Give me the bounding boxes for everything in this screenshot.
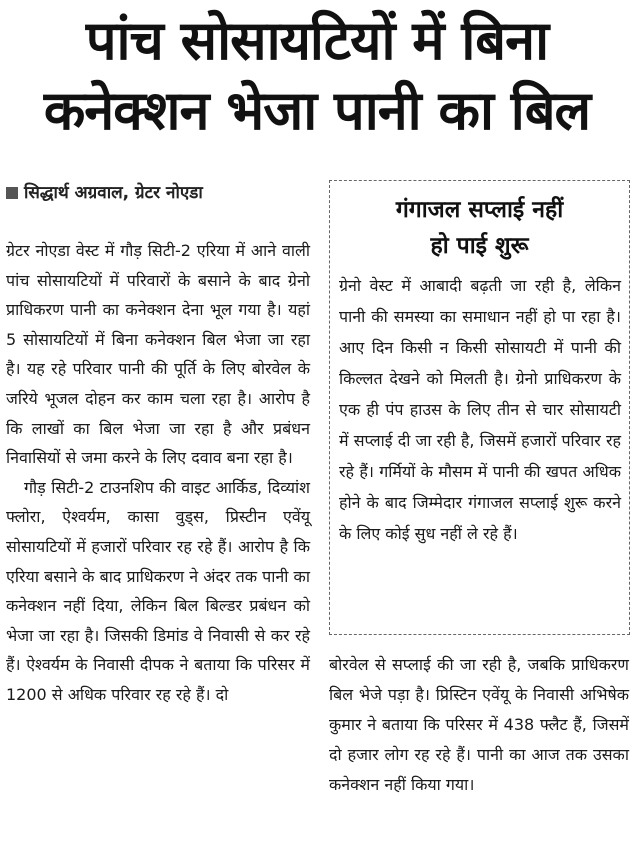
article-left-column: [6, 236, 310, 710]
sidebar-body: ग्रेनो वेस्ट में आबादी बढ़ती जा रही है, लेकिन पानी की समस्या का समाधान नहीं हो पा रहा है। आए दिन किसी न किसी सोसायटी में पानी की किल्लत देखने को मिलती है। ग्रेनो प्राधिकरण के एक ही पंप हाउस के लिए तीन से चार सोसायटी में सप्लाई दी जा रही है, जिसमें हजारों परिवार रह रहे हैं। गर्मियों के मौसम में पानी की खपत अधिक होने के बाद जिम्मेदार गंगाजल सप्लाई शुरू करने के लिए कोई सुध नहीं ले रहे हैं।: [339, 276, 621, 543]
sidebar-title-line-2: हो पाई शुरू: [430, 233, 529, 259]
headline-line-2: कनेक्शन भेजा पानी का बिल: [43, 79, 591, 142]
bullet-square-icon: [6, 187, 18, 199]
byline-text: सिद्धार्थ अग्रवाल, ग्रेटर नोएडा: [24, 183, 203, 203]
article-continuation: बोरवेल से सप्लाई की जा रही है, जबकि प्राधिकरण बिल भेजे पड़ा है। प्रिस्टिन एवेंयू के निवासी अभिषेक कुमार ने बताया कि परिसर में 438 फ्लैट हैं, जिसमें दो हजार लोग रह रहे हैं। पानी का आज तक उसका कनेक्शन नहीं किया गया।: [329, 655, 629, 794]
article-paragraph-2: गौड़ सिटी-2 टाउनशिप की वाइट आर्किड, दिव्यांश फ्लोरा, ऐश्वर्यम, कासा वुड्स, प्रिस्टीन एवेंयू सोसायटियों में हजारों परिवार रह रहे हैं। आरोप है कि एरिया बसाने के बाद प्राधिकरण ने अंदर तक पानी का कनेक्शन नहीं दिया, लेकिन बिल बिल्डर प्रबंधन को भेजा जा रहा है। जिसकी डिमांड वे निवासी से कर रहे हैं। ऐश्वर्यम के निवासी दीपक ने बताया कि परिसर में 1200 से अधिक परिवार रह रहे हैं। दो: [6, 477, 310, 704]
sidebar-title: [329, 192, 630, 264]
byline: [6, 180, 326, 203]
headline: [0, 6, 634, 146]
sidebar-title-line-1: गंगाजल सप्लाई नहीं: [395, 197, 564, 223]
headline-line-1: पांच सोसायटियों में बिना: [85, 9, 549, 72]
article-paragraph-1: ग्रेटर नोएडा वेस्ट में गौड़ सिटी-2 एरिया में आने वाली पांच सोसायटियों में परिवारों के बसाने के बाद ग्रेनो प्राधिकरण पानी का कनेक्शन देना भूल गया है। यहां 5 सोसायटियों में बिना कनेक्शन बिल भेजा जा रहा है। यह रहे परिवार पानी की पूर्ति के लिए बोरवेल के जरिये भूजल दोहन कर काम चला रहा है। आरोप है कि लाखों का बिल भेजा जा रहा है और प्रबंधन निवासियों से जमा करने के लिए दवाव बना रहा है।: [6, 241, 310, 468]
